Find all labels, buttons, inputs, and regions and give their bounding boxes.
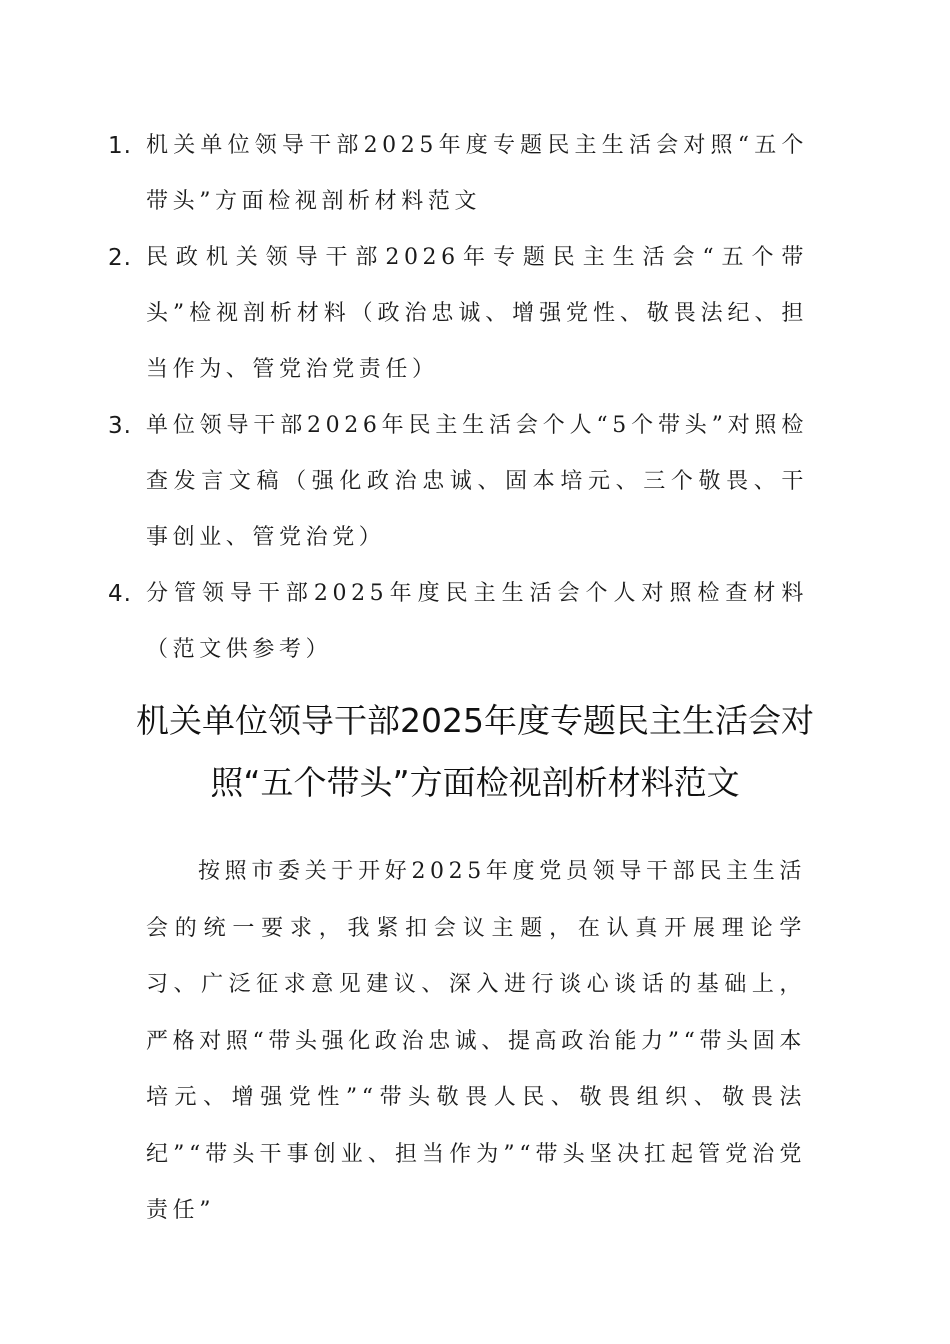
- toc-item: [108, 566, 808, 678]
- toc-item-number: 1.: [108, 133, 132, 159]
- toc-item: [108, 398, 808, 566]
- toc-item-text: 机关单位领导干部2025年度专题民主生活会对照“五个带头”方面检视剖析材料范文: [146, 133, 808, 214]
- article-title: 机关单位领导干部2025年度专题民主生活会对照“五个带头”方面检视剖析材料范文: [136, 701, 814, 802]
- toc-item-number: 4.: [108, 581, 132, 607]
- article-paragraph: 按照市委关于开好2025年度党员领导干部民主生活会的统一要求，我紧扣会议主题，在认真开展理论学习、广泛征求意见建议、深入进行谈心谈话的基础上，严格对照“带头强化政治忠诚、提高政治能力”“带头固本培元、增强党性”“带头敬畏人民、敬畏组织、敬畏法纪”“带头干事创业、担当作为”“带头坚决扛起管党治党责任”: [146, 859, 806, 1223]
- toc-item: [108, 118, 808, 230]
- toc-item-number: 3.: [108, 413, 132, 439]
- toc-item-number: 2.: [108, 245, 132, 271]
- table-of-contents: [108, 118, 808, 678]
- toc-item-text: 民政机关领导干部2026年专题民主生活会“五个带头”检视剖析材料（政治忠诚、增强党性、敬畏法纪、担当作为、管党治党责任）: [146, 245, 808, 382]
- toc-item-text: 分管领导干部2025年度民主生活会个人对照检查材料（范文供参考）: [146, 581, 808, 662]
- toc-item-text: 单位领导干部2026年民主生活会个人“5个带头”对照检查发言文稿（强化政治忠诚、固本培元、三个敬畏、干事创业、管党治党）: [146, 413, 808, 550]
- toc-item: [108, 230, 808, 398]
